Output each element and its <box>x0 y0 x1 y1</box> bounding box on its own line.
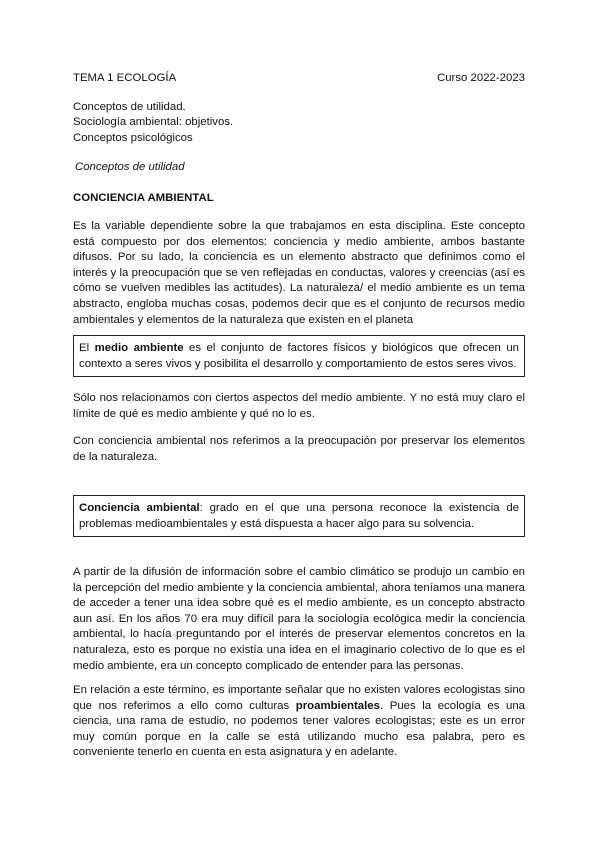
course-year: Curso 2022-2023 <box>436 72 525 84</box>
definition-box-medio-ambiente <box>73 335 525 377</box>
paragraph-term: proambientales <box>295 699 380 712</box>
topic-item: Conceptos psicológicos <box>73 131 193 144</box>
box-term: Conciencia ambiental <box>79 502 200 514</box>
topic-item: Conceptos de utilidad. <box>73 101 186 113</box>
topic-list <box>73 100 233 146</box>
topic-item: Sociología ambiental: objetivos. <box>73 116 234 129</box>
paragraph-definition: Es la variable dependiente sobre la que trabajamos en esta disciplina. Este concepto está compuesto por dos elementos: conciencia y medio ambiente, ambos bastante difusos. Por su lado, la conciencia es un elemento abstracto que definimos como el interés y la preocupación que se ven reflejadas en conductas, valores y creencias (así es cómo se vuelven medibles las actitudes). La naturaleza/ el medio ambiente es un tema abstracto, engloba muchas cosas, podemos decir que es el conjunto de recursos medio ambientales y elementos de la naturaleza que existen en el planeta <box>73 220 525 326</box>
definition-box-conciencia-ambiental <box>73 495 525 537</box>
section-title: Conceptos de utilidad <box>75 161 185 173</box>
heading-conciencia-ambiental: CONCIENCIA AMBIENTAL <box>73 192 214 204</box>
paragraph-relation: Sólo nos relacionamos con ciertos aspectos del medio ambiente. Y no está muy claro el límite de qué es medio ambiente y qué no lo es. <box>73 392 525 420</box>
box-text-pre: El <box>79 342 95 354</box>
box-text-post: : grado en el que una persona reconoce la existencia de problemas medioambientales y está dispuesta a hacer algo para su solvencia. <box>79 502 519 530</box>
box-text-post: es el conjunto de factores físicos y biológicos que ofrecen un contexto a seres vivos y posibilita el desarrollo y comportamiento de estos seres vivos. <box>79 342 520 370</box>
page-header <box>73 72 525 86</box>
box-term: medio ambiente <box>94 342 184 354</box>
paragraph-history: A partir de la difusión de información sobre el cambio climático se produjo un cambio en la percepción del medio ambiente y la conciencia ambiental, ahora teníamos una manera de acceder a tener una idea sobre qué es el medio ambiente, es un concepto abstracto aun así. En los años 70 era muy difícil para la sociología ecológica medir la conciencia ambiental, lo hacía preguntando por el interés de preservar elementos concretos en la naturaleza, esto es porque no existía una idea en el imaginario colectivo de lo que es el medio ambiente, era un concepto complicado de entender para las personas. <box>73 566 525 672</box>
paragraph-proambientales <box>73 683 525 761</box>
paragraph-text-post: . Pues la ecología es una ciencia, una rama de estudio, no podemos tener valores ecologistas; este es un error muy común porque en la calle se está utilizando mucho esa palabra, pero es conveniente tenerlo en cuenta en esta asignatura y en adelante. <box>73 699 526 759</box>
paragraph-conciencia: Con conciencia ambiental nos referimos a la preocupación por preservar los elementos de la naturaleza. <box>73 435 525 463</box>
document-title: TEMA 1 ECOLOGÍA <box>73 72 177 84</box>
paragraph-text-pre: En relación a este término, es importante señalar que no existen valores ecologistas sino que nos referimos a ello como culturas <box>73 684 525 712</box>
